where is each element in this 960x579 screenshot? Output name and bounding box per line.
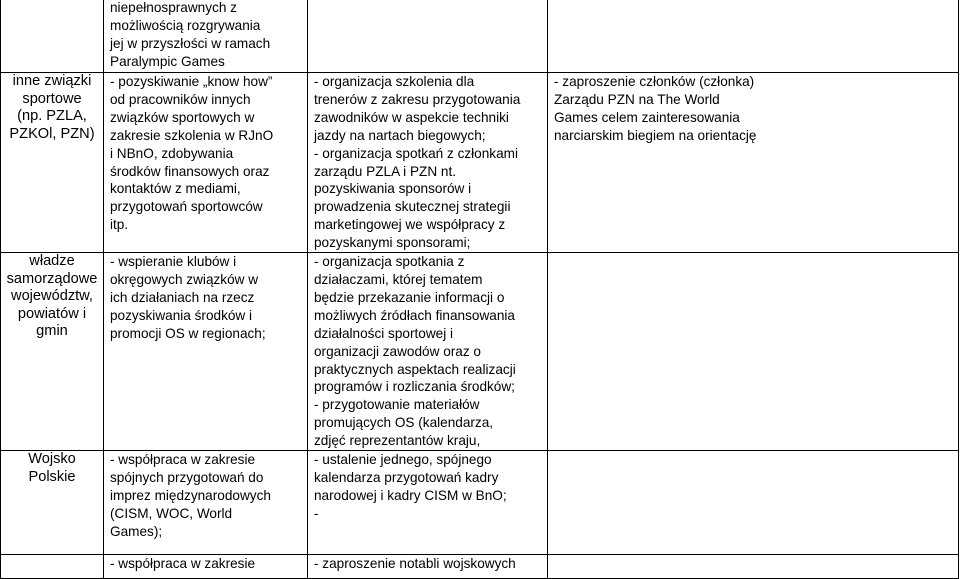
actions-cell xyxy=(308,451,548,555)
forms-cell xyxy=(104,253,308,451)
cooperation-forms: niepełnosprawnych z możliwością rozgrywania jej w przyszłości w ramach Paralympic Games xyxy=(110,0,271,69)
actions-cell xyxy=(308,555,548,579)
cooperation-forms: - współpraca w zakresie spójnych przygotowań do imprez międzynarodowych (CISM, WOC, World Games); xyxy=(110,452,271,539)
extra-cell xyxy=(548,0,959,73)
cooperation-forms: - pozyskiwanie „know how” od pracowników innych związków sportowych w zakresie szkolenia w RJnO i NBnO, zdobywania środków finansowych oraz kontaktów z mediami, przygotowań sportowców itp. xyxy=(110,74,274,233)
actions-cell xyxy=(308,253,548,451)
partner-cell xyxy=(1,73,104,253)
forms-cell xyxy=(104,0,308,73)
partner-name: władze samorządowe województw, powiatów i gmin xyxy=(6,253,98,340)
table-row xyxy=(1,451,959,555)
planned-actions: - zaproszenie notabli wojskowych xyxy=(314,556,516,572)
forms-cell xyxy=(104,73,308,253)
extra-actions: - zaproszenie członków (członka) Zarządu PZN na The World Games celem zainteresowania narciarskim biegiem na orientację xyxy=(554,74,757,143)
actions-cell xyxy=(308,0,548,73)
extra-cell xyxy=(548,555,959,579)
partner-cell xyxy=(1,555,104,579)
partner-cell xyxy=(1,0,104,73)
cooperation-forms: - współpraca w zakresie xyxy=(110,556,256,572)
partner-name: inne związki sportowe (np. PZLA, PZKOl, PZN) xyxy=(9,73,95,142)
planned-actions: - ustalenie jednego, spójnego kalendarza przygotowań kadry narodowej i kadry CISM w BnO; - xyxy=(314,452,507,521)
table-row xyxy=(1,253,959,451)
table-row xyxy=(1,0,959,73)
extra-cell xyxy=(548,73,959,253)
forms-cell xyxy=(104,451,308,555)
table-row xyxy=(1,73,959,253)
partner-cell xyxy=(1,451,104,555)
forms-cell xyxy=(104,555,308,579)
actions-cell xyxy=(308,73,548,253)
cooperation-forms: - wspieranie klubów i okręgowych związków w ich działaniach na rzecz pozyskiwania środków i promocji OS w regionach; xyxy=(110,254,266,341)
partner-name: Wojsko Polskie xyxy=(28,451,76,485)
table-row xyxy=(1,555,959,579)
planned-actions: - organizacja szkolenia dla trenerów z zakresu przygotowania zawodników w aspekcie techniki jazdy na nartach biegowych; - organizacja spotkań z członkami zarządu PZLA i PZN nt. pozyskiwania sponsorów i prowadzenia skutecznej strategii marketingowej we współpracy z pozyskanymi sponsorami; xyxy=(314,74,521,251)
extra-cell xyxy=(548,253,959,451)
extra-cell xyxy=(548,451,959,555)
planned-actions: - organizacja spotkania z działaczami, której tematem będzie przekazanie informacji o możliwych źródłach finansowania działalności sportowej i organizacji zawodów oraz o praktycznych aspektach realizacji programów i rozliczania środków; - przygotowanie materiałów promujących OS (kalendarza, zdjęć reprezentantów kraju, xyxy=(314,254,516,449)
partner-cell xyxy=(1,253,104,451)
